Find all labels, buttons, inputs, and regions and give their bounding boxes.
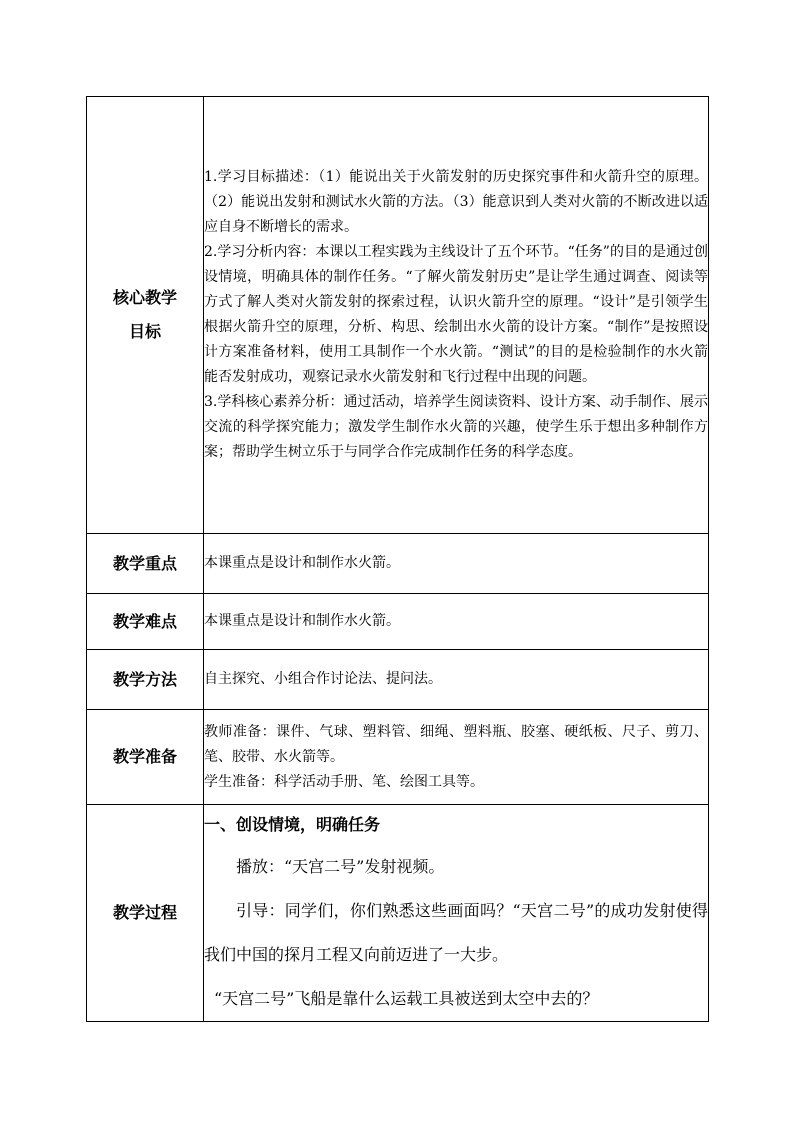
process-content	[204, 805, 709, 1022]
objective-paragraph-3: 3.学科核心素养分析：通过活动，培养学生阅读资料、设计方案、动手制作、展示交流的科学探究能力；激发学生制作水火箭的兴趣，使学生乐于想出多种制作方案；帮助学生树立乐于与同学合作完成制作任务的科学态度。	[204, 394, 708, 460]
methods-content: 自主探究、小组合作讨论法、提问法。	[204, 650, 709, 710]
process-label: 教学过程	[87, 805, 204, 1022]
process-row	[87, 805, 709, 1022]
objective-paragraph-1: 1.学习目标描述：（1）能说出关于火箭发射的历史探究事件和火箭升空的原理。（2）能说出发射和测试水火箭的方法。（3）能意识到人类对火箭的不断改进以适应自身不断增长的需求。	[204, 169, 708, 235]
teacher-preparation: 教师准备：课件、气球、塑料管、细绳、塑料瓶、胶塞、硬纸板、尺子、剪刀、笔、胶带、水火箭等。	[204, 723, 708, 765]
difficulties-label: 教学难点	[87, 594, 204, 650]
process-line-2: 引导：同学们，你们熟悉这些画面吗？“天宫二号”的成功发射使得我们中国的探月工程又向前迈进了一大步。	[204, 901, 708, 964]
difficulties-content: 本课重点是设计和制作水火箭。	[204, 594, 709, 650]
preparation-content	[204, 710, 709, 805]
methods-row	[87, 650, 709, 710]
methods-label: 教学方法	[87, 650, 204, 710]
process-line-3: “天宫二号”飞船是靠什么运载工具被送到太空中去的？	[214, 989, 599, 1008]
objective-paragraph-2: 2.学习分析内容：本课以工程实践为主线设计了五个环节。“任务”的目的是通过创设情境，明确具体的制作任务。“了解火箭发射历史”是让学生通过调查、阅读等方式了解人类对火箭发射的探索过程，认识火箭升空的原理。“设计”是引领学生根据火箭升空的原理，分析、构思、绘制出水火箭的设计方案。“制作”是按照设计方案准备材料，使用工具制作一个水火箭。“测试”的目的是检验制作的水火箭能否发射成功，观察记录水火箭发射和飞行过程中出现的问题。	[204, 244, 708, 385]
preparation-row	[87, 710, 709, 805]
key-points-label: 教学重点	[87, 534, 204, 594]
objectives-label: 核心教学 目标	[87, 97, 204, 534]
difficulties-row	[87, 594, 709, 650]
process-heading: 一、创设情境，明确任务	[204, 815, 381, 834]
key-points-row	[87, 534, 709, 594]
student-preparation: 学生准备：科学活动手册、笔、绘图工具等。	[204, 773, 484, 790]
process-line-1: 播放：“天宫二号”发射视频。	[236, 857, 445, 876]
objectives-content	[204, 97, 709, 534]
preparation-label: 教学准备	[87, 710, 204, 805]
objectives-row	[87, 97, 709, 534]
key-points-content: 本课重点是设计和制作水火箭。	[204, 534, 709, 594]
lesson-plan-table	[86, 96, 709, 1022]
